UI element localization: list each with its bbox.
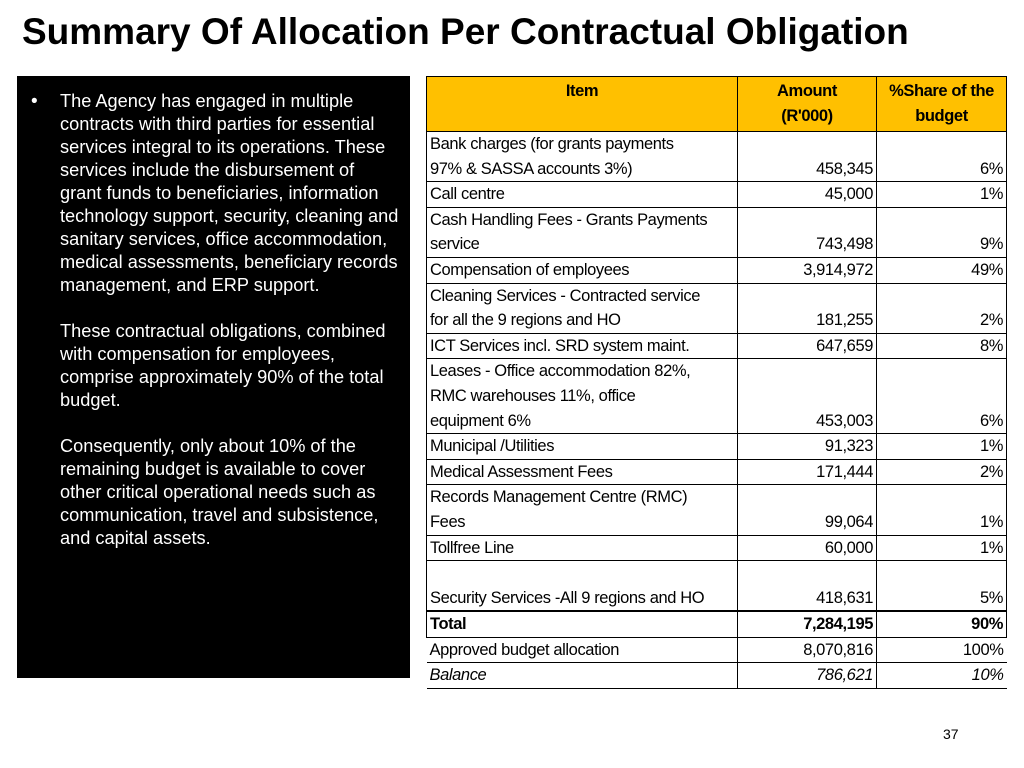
table-row xyxy=(427,535,1007,561)
table-row xyxy=(427,283,1007,333)
row-amount: 181,255 xyxy=(738,283,877,333)
table-row xyxy=(427,359,1007,434)
row-share: 1% xyxy=(877,182,1007,208)
row-amount: 60,000 xyxy=(738,535,877,561)
row-item-line xyxy=(430,564,434,582)
approved-share: 100% xyxy=(877,637,1007,663)
row-amount: 647,659 xyxy=(738,333,877,359)
row-item-line: RMC warehouses 11%, office xyxy=(430,386,636,405)
header-item-label: Item xyxy=(565,82,599,100)
table-row xyxy=(427,182,1007,208)
row-share: 2% xyxy=(877,459,1007,485)
allocation-table xyxy=(426,76,1007,689)
row-share: 1% xyxy=(877,485,1007,535)
table-header-row xyxy=(427,77,1007,132)
bullet-dot: • xyxy=(31,91,38,112)
paragraph-obligations: These contractual obligations, combined with compensation for employees, comprise approximately 90% of the total budget. xyxy=(60,321,386,410)
row-item-line: for all the 9 regions and HO xyxy=(430,311,621,330)
row-amount: 453,003 xyxy=(738,359,877,434)
page-number: 37 xyxy=(943,726,959,742)
row-item-line: Cleaning Services - Contracted service xyxy=(430,286,701,305)
balance-label: Balance xyxy=(427,663,738,689)
row-item xyxy=(427,333,738,359)
row-amount: 743,498 xyxy=(738,207,877,257)
header-item xyxy=(427,77,738,132)
row-share: 8% xyxy=(877,333,1007,359)
table-row xyxy=(427,561,1007,612)
balance-share: 10% xyxy=(877,663,1007,689)
row-item xyxy=(427,459,738,485)
total-row xyxy=(427,611,1007,637)
approved-amount: 8,070,816 xyxy=(738,637,877,663)
header-amount-line2: (R'000) xyxy=(781,107,833,125)
row-item-line: Security Services -All 9 regions and HO xyxy=(430,588,705,607)
row-share: 1% xyxy=(877,434,1007,460)
row-item-line: Compensation of employees xyxy=(430,260,630,279)
row-item-line: Municipal /Utilities xyxy=(430,437,555,456)
row-item xyxy=(427,434,738,460)
row-amount: 418,631 xyxy=(738,561,877,612)
row-item xyxy=(427,561,738,612)
row-item-line: service xyxy=(430,235,480,254)
balance-amount: 786,621 xyxy=(738,663,877,689)
total-share: 90% xyxy=(877,611,1007,637)
row-share: 6% xyxy=(877,359,1007,434)
row-item-line: Call centre xyxy=(430,185,505,204)
paragraph-remaining-budget: Consequently, only about 10% of the remaining budget is available to cover other critical operational needs such as communication, travel and subsistence, and capital assets. xyxy=(60,436,379,548)
row-share: 5% xyxy=(877,561,1007,612)
header-share xyxy=(877,77,1007,132)
row-item xyxy=(427,283,738,333)
approved-budget-row xyxy=(427,637,1007,663)
row-item xyxy=(427,485,738,535)
row-item-line: Medical Assessment Fees xyxy=(430,462,613,481)
row-share: 1% xyxy=(877,535,1007,561)
table-row xyxy=(427,434,1007,460)
row-share: 2% xyxy=(877,283,1007,333)
total-amount: 7,284,195 xyxy=(738,611,877,637)
row-item-line: Cash Handling Fees - Grants Payments xyxy=(430,210,708,229)
row-item-line: Tollfree Line xyxy=(430,538,514,557)
table-row xyxy=(427,485,1007,535)
row-item xyxy=(427,182,738,208)
header-share-line1: %Share of the xyxy=(889,82,994,100)
table-row xyxy=(427,459,1007,485)
row-amount: 171,444 xyxy=(738,459,877,485)
row-item-line: 97% & SASSA accounts 3%) xyxy=(430,159,633,178)
row-amount: 458,345 xyxy=(738,132,877,182)
balance-row xyxy=(427,663,1007,689)
table-row xyxy=(427,257,1007,283)
row-item xyxy=(427,535,738,561)
row-item-line: Leases - Office accommodation 82%, xyxy=(430,362,691,381)
row-item xyxy=(427,257,738,283)
bullet-paragraphs xyxy=(60,90,400,550)
row-share: 6% xyxy=(877,132,1007,182)
header-amount xyxy=(738,77,877,132)
row-share: 9% xyxy=(877,207,1007,257)
row-item-line: Records Management Centre (RMC) xyxy=(430,488,688,507)
row-item-line: Bank charges (for grants payments xyxy=(430,135,674,153)
row-item-line: Fees xyxy=(430,512,466,531)
row-amount: 45,000 xyxy=(738,182,877,208)
bullet-item xyxy=(31,90,400,550)
row-amount: 99,064 xyxy=(738,485,877,535)
table-row xyxy=(427,132,1007,182)
row-item xyxy=(427,359,738,434)
row-item xyxy=(427,207,738,257)
summary-text-box xyxy=(17,76,410,678)
row-share: 49% xyxy=(877,257,1007,283)
paragraph-contracts: The Agency has engaged in multiple contracts with third parties for essential services integral to its operations. These services include the disbursement of grant funds to beneficiaries, information technology support, security, cleaning and sanitary services, office accommodation, medical assessments, beneficiary records management, and ERP support. xyxy=(60,91,399,295)
header-share-line2: budget xyxy=(915,107,968,125)
approved-label: Approved budget allocation xyxy=(427,637,738,663)
row-item-line: equipment 6% xyxy=(430,411,531,430)
header-amount-line1: Amount xyxy=(777,82,837,100)
table-row xyxy=(427,333,1007,359)
row-item-line: ICT Services incl. SRD system maint. xyxy=(430,336,690,355)
row-amount: 3,914,972 xyxy=(738,257,877,283)
table-row xyxy=(427,207,1007,257)
row-amount: 91,323 xyxy=(738,434,877,460)
row-item xyxy=(427,132,738,182)
slide-title: Summary Of Allocation Per Contractual Obligation xyxy=(22,11,909,52)
total-label: Total xyxy=(427,611,738,637)
